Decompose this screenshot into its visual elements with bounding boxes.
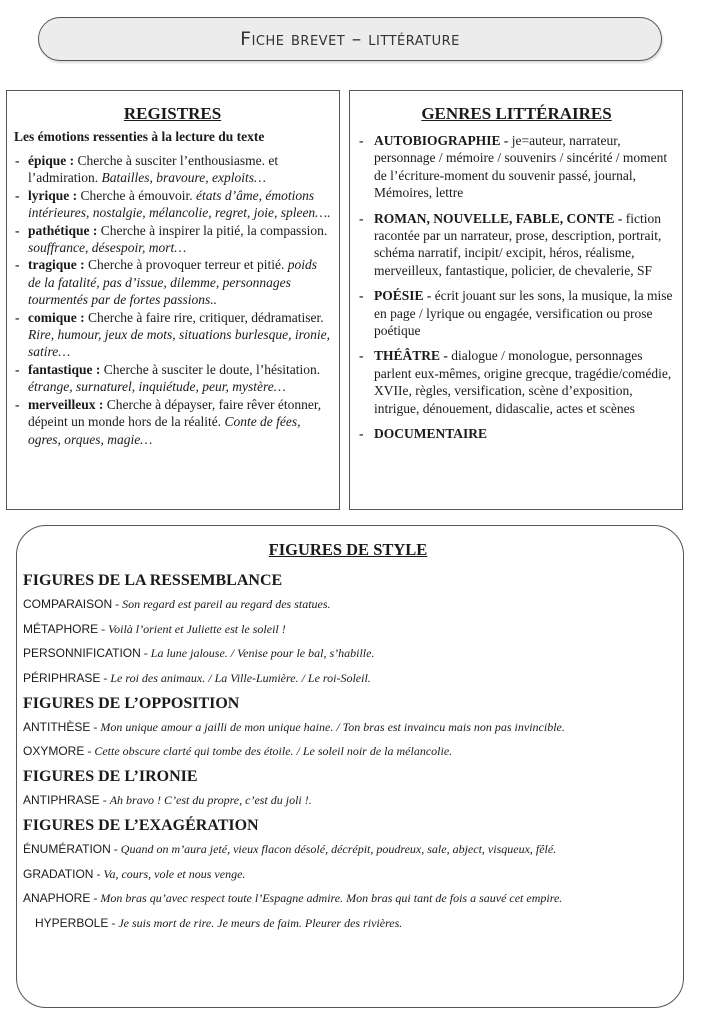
figure-sep: - bbox=[112, 597, 123, 611]
figure-sep: - bbox=[99, 793, 110, 807]
registre-item bbox=[14, 152, 331, 187]
figure-sep: - bbox=[140, 646, 151, 660]
figure-line bbox=[23, 596, 673, 612]
figure-example: Mon unique amour a jailli de mon unique haine. / Ton bras est invaincu mais non pas invincible. bbox=[100, 719, 565, 734]
registres-list bbox=[14, 152, 331, 448]
section-heading: FIGURES DE LA RESSEMBLANCE bbox=[23, 572, 283, 589]
figure-example: Cette obscure clarté qui tombe des étoile. / Le soleil noir de la mélancolie. bbox=[94, 744, 453, 758]
figure-sep: - bbox=[90, 891, 101, 905]
genre-item bbox=[357, 132, 676, 202]
registre-desc: Cherche à provoquer terreur et pitié. bbox=[84, 257, 288, 273]
genre-item bbox=[357, 210, 676, 280]
figure-line bbox=[23, 743, 673, 759]
registre-item bbox=[14, 256, 331, 308]
figure-sep: - bbox=[98, 621, 109, 636]
figure-line bbox=[23, 915, 673, 931]
registre-item bbox=[14, 222, 331, 257]
registre-examples: Batailles, bravoure, exploits… bbox=[101, 170, 266, 186]
registres-subtitle: Les émotions ressenties à la lecture du texte bbox=[14, 129, 265, 144]
figure-line bbox=[23, 621, 673, 637]
registre-desc: Cherche à inspirer la pitié, la compassion. bbox=[97, 222, 328, 238]
figure-example: Ah bravo ! C’est du propre, c’est du joli !. bbox=[109, 793, 312, 807]
figure-term: ANAPHORE bbox=[23, 891, 91, 905]
registre-term: pathétique : bbox=[28, 222, 98, 238]
page-title-banner bbox=[38, 17, 662, 61]
registre-item bbox=[14, 187, 331, 222]
figure-term: ANTITHÈSE bbox=[23, 719, 91, 734]
figure-sep: - bbox=[93, 866, 104, 881]
figure-term: HYPERBOLE bbox=[35, 915, 109, 930]
registre-examples: étrange, surnaturel, inquiétude, peur, mystère… bbox=[28, 379, 286, 395]
figure-line bbox=[23, 792, 673, 808]
figure-example: Mon bras qu’avec respect toute l’Espagne admire. Mon bras qui tant de fois a sauvé cet empire. bbox=[100, 891, 563, 905]
figure-term: PERSONNIFICATION bbox=[23, 646, 141, 660]
registres-title: REGISTRES bbox=[123, 104, 222, 123]
registre-item bbox=[14, 396, 331, 448]
figure-line bbox=[23, 719, 673, 735]
figures-section-ironie bbox=[23, 768, 673, 808]
figure-term: ANTIPHRASE bbox=[23, 793, 100, 807]
genre-term: THÉÂTRE - bbox=[374, 348, 452, 364]
figure-term: PÉRIPHRASE bbox=[23, 670, 101, 685]
genre-desc: écrit jouant sur les sons, la musique, la mise en page / lyrique ou engagée, versification ou prose poétique bbox=[374, 288, 673, 339]
registre-examples: souffrance, désespoir, mort… bbox=[28, 240, 187, 256]
genre-desc: je=auteur, narrateur, personnage / mémoire / souvenirs / sincérité / moment de l’écriture-moment du souvenir passé, journal, Mémoires, lettre bbox=[374, 133, 668, 201]
registres-panel bbox=[6, 90, 340, 510]
figure-line bbox=[23, 841, 673, 857]
figure-line bbox=[23, 645, 673, 661]
registre-examples: poids de la fatalité, pas d’issue, dilemme, personnages tourmentés par de fortes passions.. bbox=[28, 257, 318, 308]
figure-line bbox=[23, 890, 673, 906]
figures-section-ressemblance bbox=[23, 572, 673, 686]
figure-example: Le roi des animaux. / La Ville-Lumière. / Le roi-Soleil. bbox=[110, 670, 371, 685]
figure-term: MÉTAPHORE bbox=[23, 621, 99, 636]
figure-term: GRADATION bbox=[23, 866, 94, 881]
registre-term: merveilleux : bbox=[28, 396, 104, 412]
registre-desc: Cherche à susciter le doute, l’hésitation. bbox=[100, 361, 321, 377]
section-heading: FIGURES DE L’EXAGÉRATION bbox=[23, 817, 259, 834]
registre-term: tragique : bbox=[28, 257, 85, 273]
figure-example: Quand on m’aura jeté, vieux flacon désolé, décrépit, poudreux, sale, abject, visqueux, fêlé. bbox=[120, 842, 557, 856]
genre-term: AUTOBIOGRAPHIE - bbox=[374, 133, 512, 148]
genre-item bbox=[357, 425, 676, 442]
genres-list bbox=[357, 132, 676, 443]
figure-line bbox=[23, 866, 673, 882]
genre-desc: dialogue / monologue, personnages parlent eux-mêmes, origine grecque, tragédie/comédie, XVIIe, règles, versification, scène d’exposition, intrigue, dénouement, didascalie, actes et scènes bbox=[374, 348, 672, 416]
registre-examples: états d’âme, émotions intérieures, nostalgie, mélancolie, regret, joie, spleen…. bbox=[28, 187, 331, 221]
figure-sep: - bbox=[110, 842, 121, 856]
genre-desc: fiction racontée par un narrateur, prose, description, portrait, schéma narratif, incipit/ excipit, héros, réalisme, merveilleux, fantastique, policier, de chevalerie, SF bbox=[374, 210, 662, 278]
figure-sep: - bbox=[100, 670, 111, 685]
section-heading: FIGURES DE L’IRONIE bbox=[23, 768, 198, 785]
genres-panel bbox=[349, 90, 683, 510]
registre-item bbox=[14, 309, 331, 361]
registre-item bbox=[14, 361, 331, 396]
genre-item bbox=[357, 287, 676, 339]
genre-term: POÉSIE - bbox=[374, 288, 435, 304]
genre-term: ROMAN, NOUVELLE, FABLE, CONTE - bbox=[374, 210, 626, 226]
registre-desc: Cherche à dépayser, faire rêver étonner, dépeint un monde hors de la réalité. bbox=[28, 396, 322, 430]
figure-example: La lune jalouse. / Venise pour le bal, s’habille. bbox=[150, 646, 375, 660]
genre-term: DOCUMENTAIRE bbox=[374, 426, 488, 442]
figures-section-exageration bbox=[23, 817, 673, 931]
figures-section-opposition bbox=[23, 695, 673, 760]
registre-term: épique : bbox=[28, 153, 75, 168]
registre-desc: Cherche à faire rire, critiquer, dédramatiser. bbox=[84, 309, 324, 325]
page-title: Fiche brevet – littérature bbox=[240, 28, 460, 50]
registre-term: fantastique : bbox=[28, 361, 101, 377]
figure-sep: - bbox=[90, 719, 101, 734]
registre-desc: Cherche à émouvoir. bbox=[77, 187, 196, 203]
section-heading: FIGURES DE L’OPPOSITION bbox=[23, 694, 240, 712]
figure-example: Voilà l’orient et Juliette est le soleil ! bbox=[108, 621, 286, 636]
registre-examples: Conte de fées, ogres, orques, magie… bbox=[28, 414, 301, 447]
figures-title: FIGURES DE STYLE bbox=[268, 540, 428, 559]
genre-item bbox=[357, 347, 676, 417]
figure-term: ÉNUMÉRATION bbox=[23, 842, 111, 856]
figure-term: OXYMORE bbox=[23, 744, 85, 758]
genres-title: GENRES LITTÉRAIRES bbox=[421, 104, 612, 123]
registre-term: comique : bbox=[28, 309, 85, 325]
figure-example: Je suis mort de rire. Je meurs de faim. Pleurer des rivières. bbox=[118, 915, 403, 930]
figure-sep: - bbox=[84, 744, 95, 758]
registre-examples: Rire, humour, jeux de mots, situations burlesque, ironie, satire… bbox=[28, 327, 330, 360]
figure-sep: - bbox=[108, 915, 119, 930]
figures-panel bbox=[16, 525, 684, 1008]
registre-desc: Cherche à susciter l’enthousiasme. et l’admiration. bbox=[28, 153, 279, 186]
figure-example: Son regard est pareil au regard des statues. bbox=[122, 597, 331, 611]
figure-term: COMPARAISON bbox=[23, 597, 113, 611]
figure-line bbox=[23, 670, 673, 686]
registre-term: lyrique : bbox=[28, 187, 78, 203]
figure-example: Va, cours, vole et nous venge. bbox=[103, 866, 246, 881]
